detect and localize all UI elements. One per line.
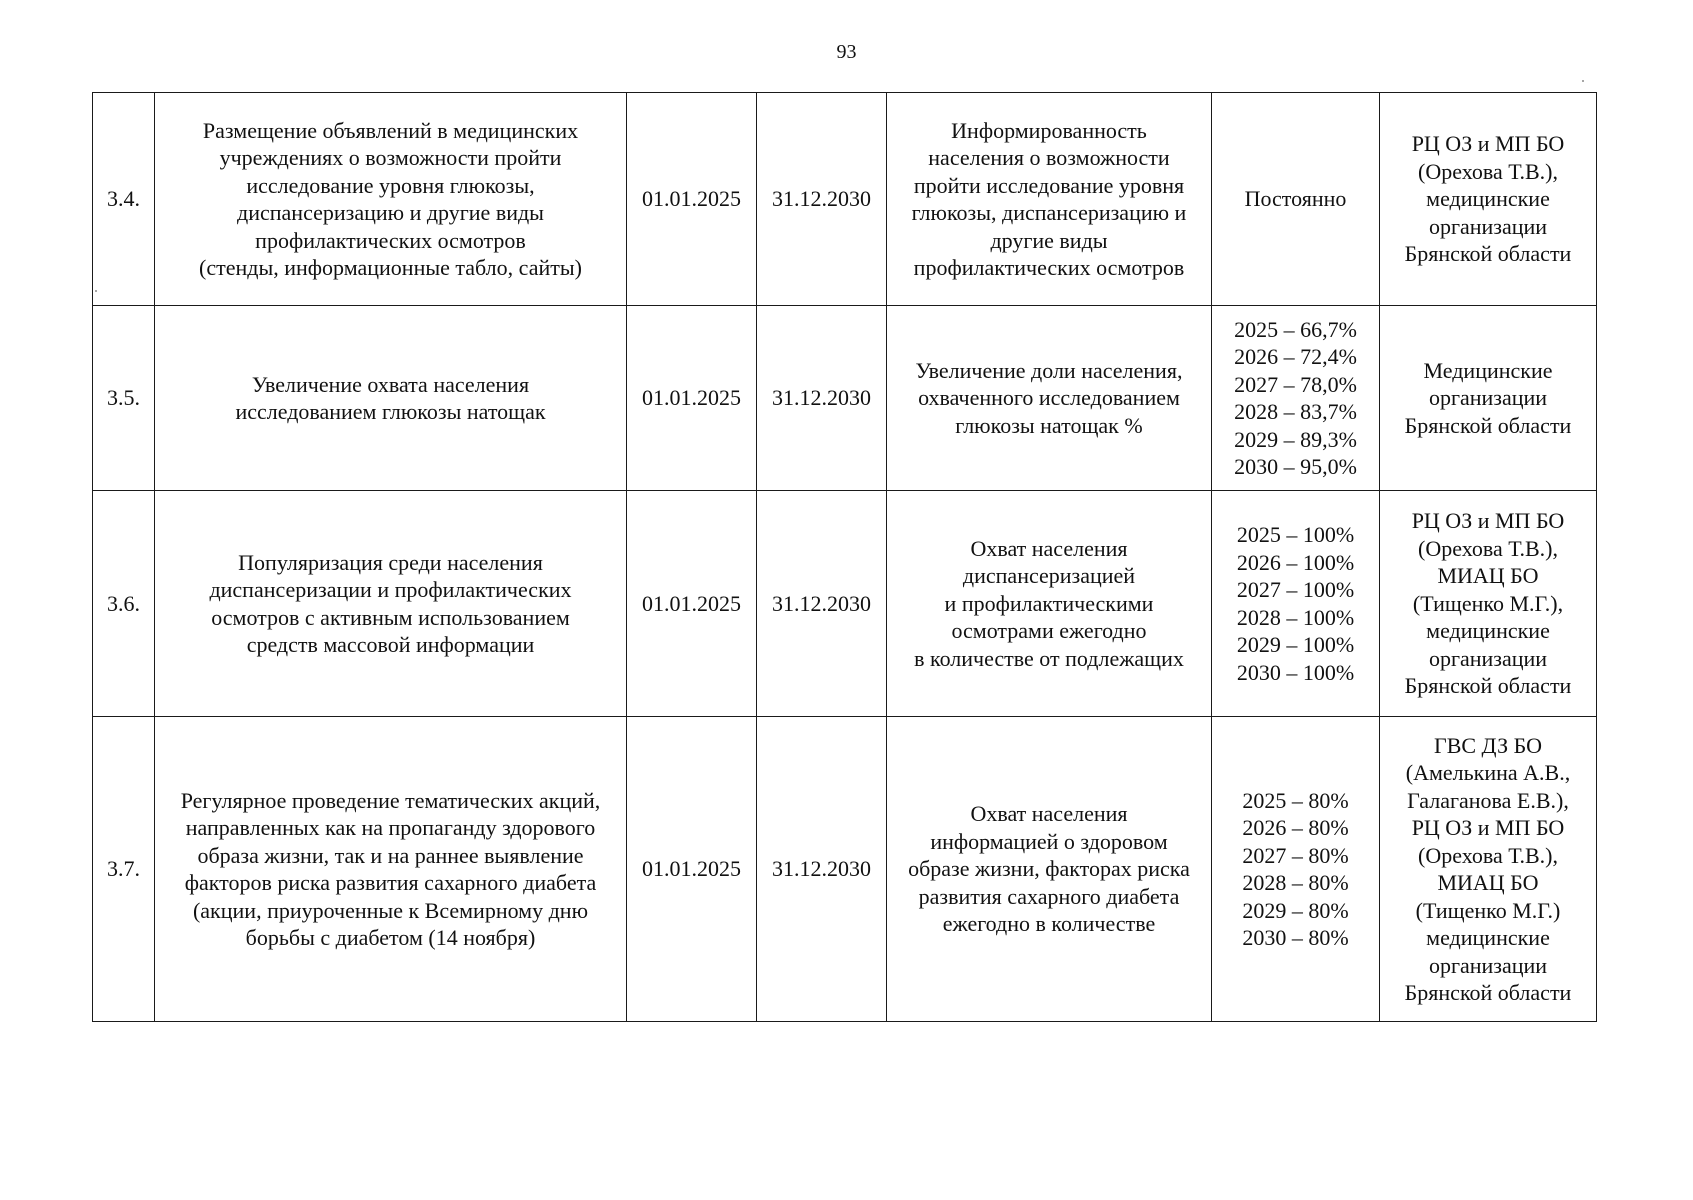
activity-name: Популяризация среди населения диспансеризации и профилактических осмотров с активным использованием средств массовой информации	[155, 491, 627, 717]
end-date: 31.12.2030	[757, 717, 887, 1022]
table-row	[93, 491, 1597, 717]
activity-name: Регулярное проведение тематических акций, направленных как на пропаганду здорового образа жизни, так и на раннее выявление факторов риска развития сахарного диабета (акции, приуроченные к Всемирному дню борьбы с диабетом (14 ноября)	[155, 717, 627, 1022]
responsible-parties: РЦ ОЗ и МП БО (Орехова Т.В.), медицинские организации Брянской области	[1380, 93, 1597, 306]
indicator: Охват населения информацией о здоровом образе жизни, факторах риска развития сахарного диабета ежегодно в количестве	[887, 717, 1212, 1022]
scan-speck	[1582, 80, 1584, 82]
indicator: Охват населения диспансеризацией и профилактическими осмотрами ежегодно в количестве от подлежащих	[887, 491, 1212, 717]
start-date: 01.01.2025	[627, 306, 757, 491]
responsible-parties: Медицинские организации Брянской области	[1380, 306, 1597, 491]
responsible-parties: ГВС ДЗ БО (Амелькина А.В., Галаганова Е.В.), РЦ ОЗ и МП БО (Орехова Т.В.), МИАЦ БО (Тищенко М.Г.) медицинские организации Брянской области	[1380, 717, 1597, 1022]
end-date: 31.12.2030	[757, 93, 887, 306]
item-number: 3.6.	[93, 491, 155, 717]
table-row	[93, 306, 1597, 491]
end-date: 31.12.2030	[757, 491, 887, 717]
table-row	[93, 717, 1597, 1022]
activity-name: Размещение объявлений в медицинских учреждениях о возможности пройти исследование уровня глюкозы, диспансеризацию и другие виды профилактических осмотров (стенды, информационные табло, сайты)	[155, 93, 627, 306]
table-row	[93, 93, 1597, 306]
start-date: 01.01.2025	[627, 717, 757, 1022]
page-number: 93	[836, 41, 857, 63]
responsible-parties: РЦ ОЗ и МП БО (Орехова Т.В.), МИАЦ БО (Тищенко М.Г.), медицинские организации Брянской области	[1380, 491, 1597, 717]
indicator: Увеличение доли населения, охваченного исследованием глюкозы натощак %	[887, 306, 1212, 491]
end-date: 31.12.2030	[757, 306, 887, 491]
start-date: 01.01.2025	[627, 491, 757, 717]
item-number: 3.5.	[93, 306, 155, 491]
indicator: Информированность населения о возможности пройти исследование уровня глюкозы, диспансеризацию и другие виды профилактических осмотров	[887, 93, 1212, 306]
action-plan-table	[92, 92, 1597, 1022]
target-values: 2025 – 100% 2026 – 100% 2027 – 100% 2028 – 100% 2029 – 100% 2030 – 100%	[1212, 491, 1380, 717]
item-number: 3.4.	[93, 93, 155, 306]
scan-speck	[95, 290, 97, 292]
activity-name: Увеличение охвата населения исследованием глюкозы натощак	[155, 306, 627, 491]
item-number: 3.7.	[93, 717, 155, 1022]
start-date: 01.01.2025	[627, 93, 757, 306]
target-values: 2025 – 66,7% 2026 – 72,4% 2027 – 78,0% 2028 – 83,7% 2029 – 89,3% 2030 – 95,0%	[1212, 306, 1380, 491]
target-values: Постоянно	[1212, 93, 1380, 306]
target-values: 2025 – 80% 2026 – 80% 2027 – 80% 2028 – 80% 2029 – 80% 2030 – 80%	[1212, 717, 1380, 1022]
